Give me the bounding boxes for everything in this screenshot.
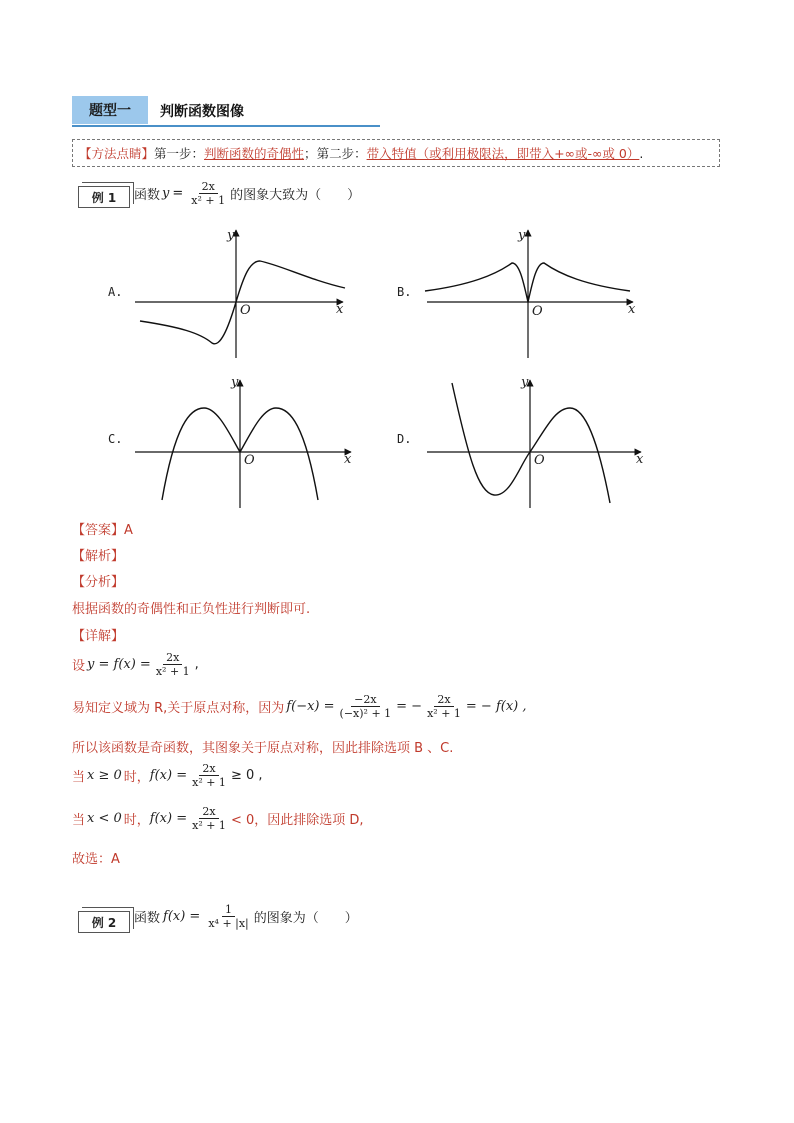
- section-underline: [72, 125, 380, 127]
- answer-line: [72, 519, 133, 538]
- l4-prefix: 当: [72, 770, 86, 785]
- l5-f: f(x) =: [149, 811, 188, 826]
- example1-prefix: 函数: [134, 188, 161, 203]
- l5-num: 2x: [199, 805, 218, 819]
- method-end: .: [639, 145, 644, 161]
- l5-end: < 0，因此排除选项 D,: [230, 813, 364, 828]
- option-graphs: [100, 225, 660, 515]
- graph-d-origin: O: [534, 453, 545, 468]
- graph-d[interactable]: [427, 380, 644, 508]
- graph-b[interactable]: [425, 230, 636, 358]
- graph-d-x-label: x: [636, 452, 644, 467]
- option-b-label[interactable]: B.: [397, 285, 412, 299]
- option-c-label[interactable]: C.: [108, 432, 123, 446]
- l4-f: f(x) =: [149, 768, 188, 783]
- example1-den: x² + 1: [191, 194, 226, 207]
- l6-value: A: [111, 852, 120, 867]
- option-d-label[interactable]: D.: [397, 432, 412, 446]
- answer-value: A: [124, 523, 133, 538]
- graph-c-y-label: y: [231, 375, 239, 390]
- graph-a-origin: O: [240, 303, 251, 318]
- l5-cond: x < 0: [87, 811, 122, 826]
- l2-num2: 2x: [434, 693, 453, 707]
- example2-question: [134, 903, 358, 930]
- example1-num: 2x: [199, 180, 218, 194]
- l1-den: x² + 1: [155, 665, 190, 678]
- fenxi-text: 根据函数的奇偶性和正负性进行判断即可.: [72, 602, 311, 617]
- example2-f: f(x) =: [163, 909, 201, 924]
- example2-fraction: [205, 903, 251, 930]
- step2-label: 第二步：: [316, 146, 367, 161]
- step2-text: 带入特值（或利用极限法，即带入+∞或-∞或 0）: [366, 146, 640, 161]
- l2-f: f(−x) =: [286, 699, 335, 714]
- graph-c-origin: O: [244, 453, 255, 468]
- l5-den: x² + 1: [192, 819, 226, 832]
- example2-suffix: 的图象为（ ）: [253, 911, 358, 926]
- example1-label: 例 1: [91, 190, 117, 205]
- method-label: 【方法点睛】: [79, 146, 155, 161]
- l4-end: ≥ 0 ,: [230, 768, 263, 783]
- section-title: 判断函数图像: [160, 104, 244, 120]
- l2-den2: x² + 1: [427, 707, 461, 720]
- l2-text: 易知定义域为 R,关于原点对称，因为: [72, 701, 285, 716]
- l2-num1: −2x: [351, 693, 379, 707]
- detail-line-1: [72, 651, 199, 678]
- l4-cond: x ≥ 0: [87, 768, 122, 783]
- answer-label: 【答案】: [72, 523, 125, 538]
- example2-label-box: [78, 911, 130, 933]
- example1-label-box: [78, 186, 130, 208]
- l4-mid: 时，: [123, 770, 150, 785]
- l2-end: = − f(x) ,: [465, 699, 527, 714]
- l1-end: ,: [194, 657, 199, 672]
- example2-prefix: 函数: [134, 911, 161, 926]
- xiangjie-label: 【详解】: [72, 629, 125, 644]
- graph-a[interactable]: [135, 230, 345, 358]
- graph-b-origin: O: [532, 304, 543, 319]
- detail-line-2: [72, 693, 527, 720]
- detail-line-4: [72, 762, 263, 789]
- graph-b-x-label: x: [628, 302, 636, 317]
- l4-num: 2x: [199, 762, 218, 776]
- jiexi-label: 【解析】: [72, 549, 125, 564]
- l1-y: y = f(x) =: [87, 657, 151, 672]
- option-a-label[interactable]: A.: [108, 285, 123, 299]
- graph-b-y-label: y: [518, 228, 526, 243]
- example2-label: 例 2: [91, 915, 117, 930]
- graph-a-y-label: y: [227, 228, 235, 243]
- l1-prefix: 设: [72, 659, 86, 674]
- fenxi-label: 【分析】: [72, 575, 125, 590]
- example2-den: x⁴ + |x|: [208, 917, 249, 930]
- l4-fraction: [189, 762, 229, 789]
- l2-den1: (−x)² + 1: [339, 707, 392, 720]
- l1-fraction: [153, 651, 193, 678]
- l5-prefix: 当: [72, 813, 86, 828]
- l1-num: 2x: [163, 651, 182, 665]
- example2-num: 1: [222, 903, 235, 917]
- l5-mid: 时，: [123, 813, 150, 828]
- method-box: [72, 139, 720, 167]
- section-tag: 题型一: [72, 96, 148, 124]
- example1-question: [134, 180, 360, 207]
- example1-fraction: [188, 180, 228, 207]
- l6-label: 故选：: [72, 852, 112, 867]
- detail-line-5: [72, 805, 364, 832]
- l2-mid: = −: [396, 699, 423, 714]
- example1-eq: =: [172, 186, 184, 201]
- l5-fraction: [189, 805, 229, 832]
- graph-d-y-label: y: [521, 375, 529, 390]
- graph-a-x-label: x: [336, 302, 344, 317]
- method-sep: ；: [304, 146, 317, 161]
- graph-d-curve: [452, 383, 610, 503]
- example1-y: y: [162, 186, 170, 201]
- l4-den: x² + 1: [192, 776, 226, 789]
- step1-text: 判断函数的奇偶性: [204, 146, 305, 161]
- l2-fraction-2: [424, 693, 464, 720]
- graph-c-x-label: x: [344, 452, 352, 467]
- detail-line-6: [72, 848, 120, 867]
- graph-c[interactable]: [135, 380, 351, 508]
- detail-line-3: 所以该函数是奇函数，其图象关于原点对称，因此排除选项 B 、C.: [72, 741, 454, 756]
- l2-fraction-1: [337, 693, 395, 720]
- example1-suffix: 的图象大致为（ ）: [230, 188, 361, 203]
- step1-label: 第一步：: [154, 146, 205, 161]
